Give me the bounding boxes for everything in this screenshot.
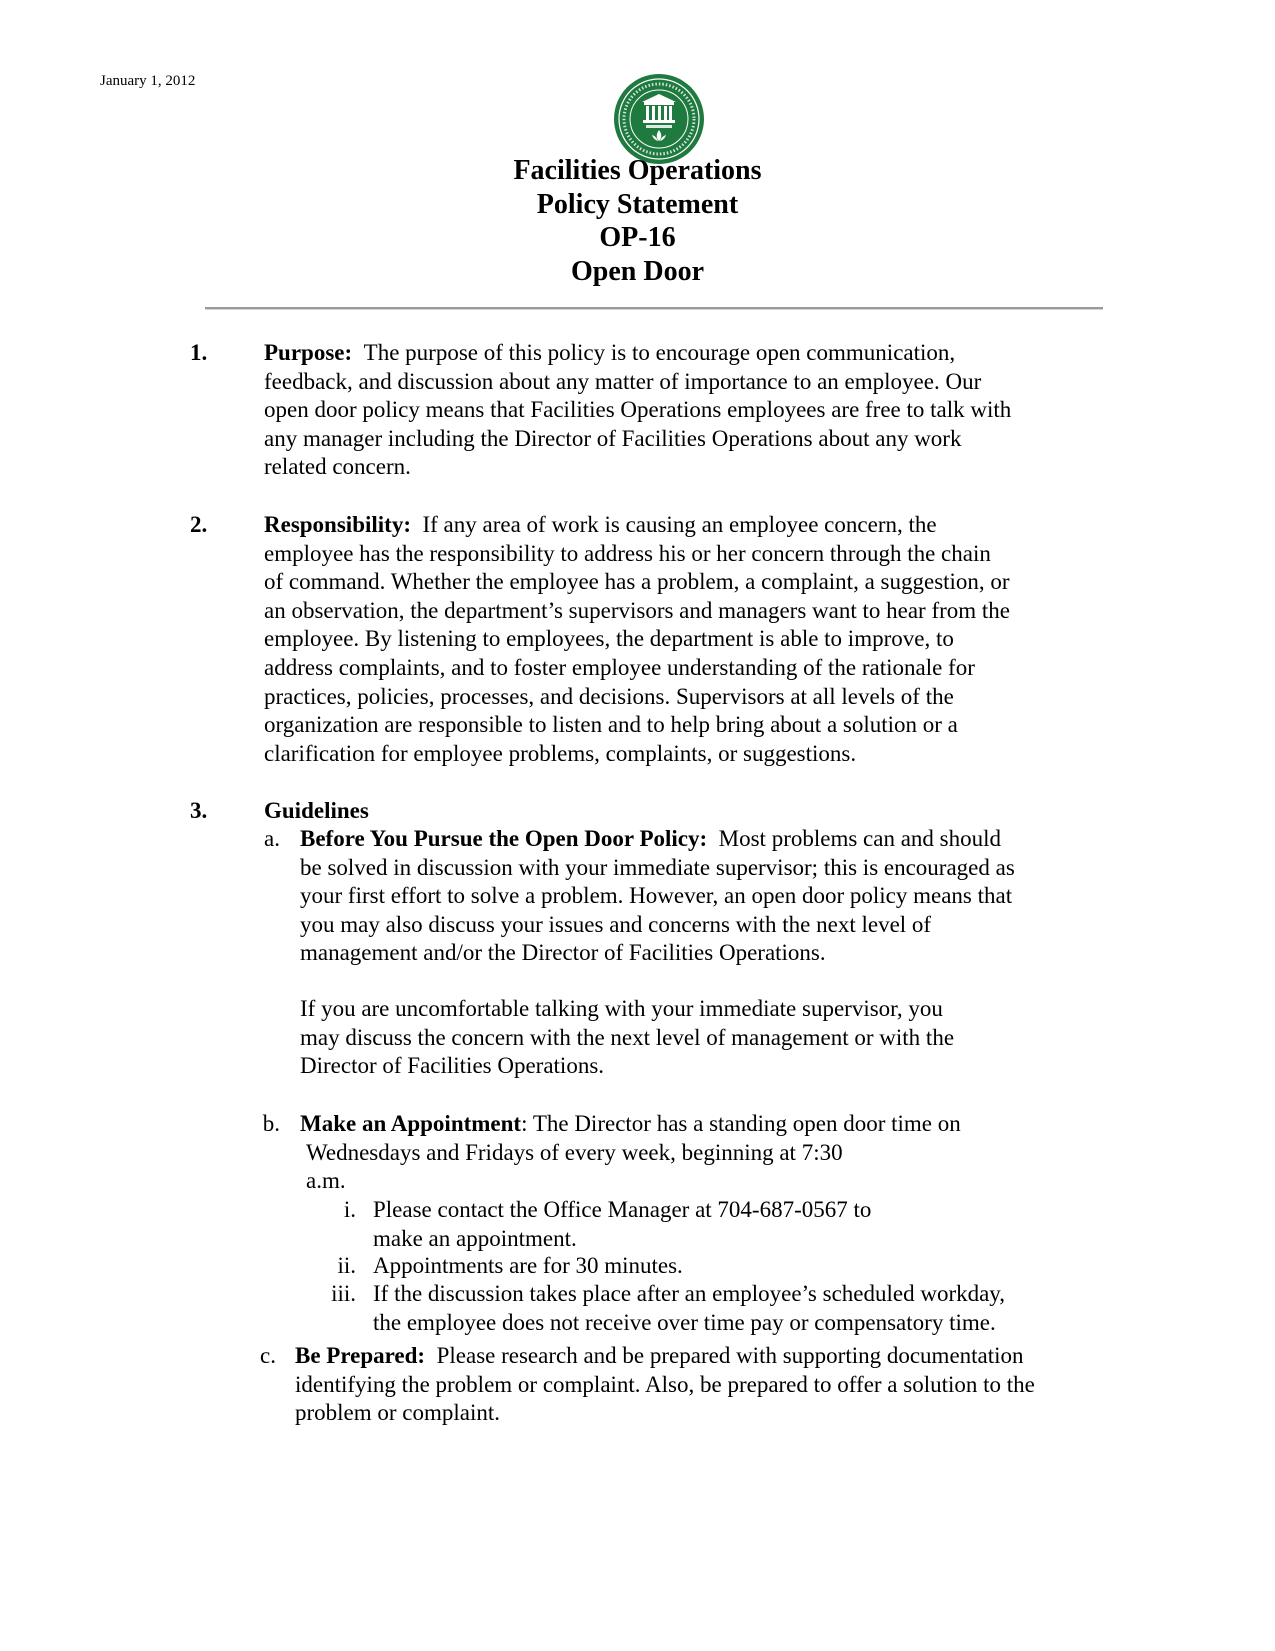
guideline-b-heading: Make an Appointment (300, 1111, 522, 1136)
guideline-b-line: : The Director has a standing open door time on (521, 1111, 961, 1136)
guideline-a-line: Most problems can and should (718, 826, 1002, 851)
guideline-a-text (300, 825, 1015, 968)
guideline-a-line: be solved in discussion with your immediate supervisor; this is encouraged as (300, 854, 1015, 880)
document-date: January 1, 2012 (100, 73, 196, 89)
appointment-item-1 (373, 1196, 871, 1253)
guideline-a-line: your first effort to solve a problem. However, an open door policy means that (300, 883, 1013, 909)
appointment-item-line: the employee does not receive over time pay or compensatory time. (373, 1309, 996, 1335)
appointment-item-2-label: ii. (337, 1253, 356, 1278)
title-line-2: Policy Statement (536, 188, 739, 220)
section-1-heading: Purpose: (264, 340, 353, 365)
section-2-line: employee has the responsibility to address his or her concern through the chain (264, 540, 991, 566)
section-1-line: related concern. (264, 454, 411, 480)
guideline-b-label: b. (262, 1111, 280, 1136)
appointment-item-3 (373, 1280, 1005, 1337)
section-2-line: employee. By listening to employees, the department is able to improve, to (264, 626, 954, 652)
title-line-1: Facilities Operations (513, 155, 762, 186)
guideline-a-line: If you are uncomfortable talking with your immediate supervisor, you (300, 996, 943, 1021)
section-3-heading: Guidelines (264, 798, 369, 823)
appointment-item-line: Please contact the Office Manager at 704-687-0567 to (373, 1197, 872, 1222)
guideline-a-label: a. (264, 826, 280, 851)
section-1-purpose (264, 339, 1011, 482)
section-2-line: practices, policies, processes, and decisions. Supervisors at all levels of the (264, 683, 954, 709)
guideline-c-label: c. (260, 1343, 276, 1368)
header-divider (205, 307, 1103, 310)
title-line-4: Open Door (571, 255, 704, 287)
guideline-c-line: identifying the problem or complaint. Also, be prepared to offer a solution to the (295, 1371, 1035, 1397)
guideline-b-line: Wednesdays and Fridays of every week, beginning at 7:30 (306, 1139, 843, 1165)
title-line-3: OP-16 (599, 222, 676, 253)
guideline-a-line: Director of Facilities Operations. (300, 1053, 605, 1079)
guideline-a-line: you may also discuss your issues and concerns with the next level of (300, 911, 932, 937)
guideline-a-text-2 (300, 995, 954, 1081)
appointment-item-line: Appointments are for 30 minutes. (373, 1253, 683, 1278)
section-1-line: feedback, and discussion about any matter of importance to an employee. Our (264, 368, 982, 394)
appointment-item-3-label: iii. (331, 1281, 356, 1306)
section-2-line: address complaints, and to foster employee understanding of the rationale for (264, 654, 975, 680)
university-seal-logo (612, 72, 706, 166)
section-1-number: 1. (190, 340, 208, 365)
guideline-a-line: may discuss the concern with the next level of management or with the (300, 1024, 955, 1050)
section-3-number: 3. (190, 798, 208, 823)
section-1-line: The purpose of this policy is to encourage open communication, (363, 340, 956, 365)
section-2-heading: Responsibility: (264, 512, 411, 537)
section-1-line: any manager including the Director of Facilities Operations about any work (264, 425, 962, 451)
guideline-a-line: management and/or the Director of Facilities Operations. (300, 940, 826, 966)
guideline-c-heading: Be Prepared: (295, 1343, 426, 1368)
section-2-line: If any area of work is causing an employee concern, the (422, 512, 937, 537)
appointment-item-2 (373, 1252, 683, 1281)
appointment-item-1-label: i. (343, 1197, 356, 1222)
section-2-number: 2. (190, 512, 208, 537)
section-3-heading-row (264, 797, 369, 826)
appointment-item-line: make an appointment. (373, 1225, 577, 1251)
section-1-line: open door policy means that Facilities Operations employees are free to talk with (264, 397, 1012, 423)
guideline-b-line: a.m. (306, 1168, 346, 1194)
guideline-c-line: problem or complaint. (295, 1400, 501, 1426)
section-2-line: clarification for employee problems, complaints, or suggestions. (264, 740, 857, 766)
section-2-line: an observation, the department’s supervisors and managers want to hear from the (264, 597, 1010, 623)
section-2-responsibility (264, 511, 1010, 768)
guideline-a-heading: Before You Pursue the Open Door Policy: (300, 826, 708, 851)
appointment-item-line: If the discussion takes place after an employee’s scheduled workday, (373, 1281, 1006, 1306)
document-title-block (0, 154, 1275, 288)
section-2-line: organization are responsible to listen and to help bring about a solution or a (264, 712, 958, 738)
guideline-c-line: Please research and be prepared with supporting documentation (436, 1343, 1024, 1368)
guideline-c-text (295, 1342, 1035, 1428)
guideline-b-text (300, 1110, 961, 1196)
section-2-line: of command. Whether the employee has a problem, a complaint, a suggestion, or (264, 569, 1010, 595)
